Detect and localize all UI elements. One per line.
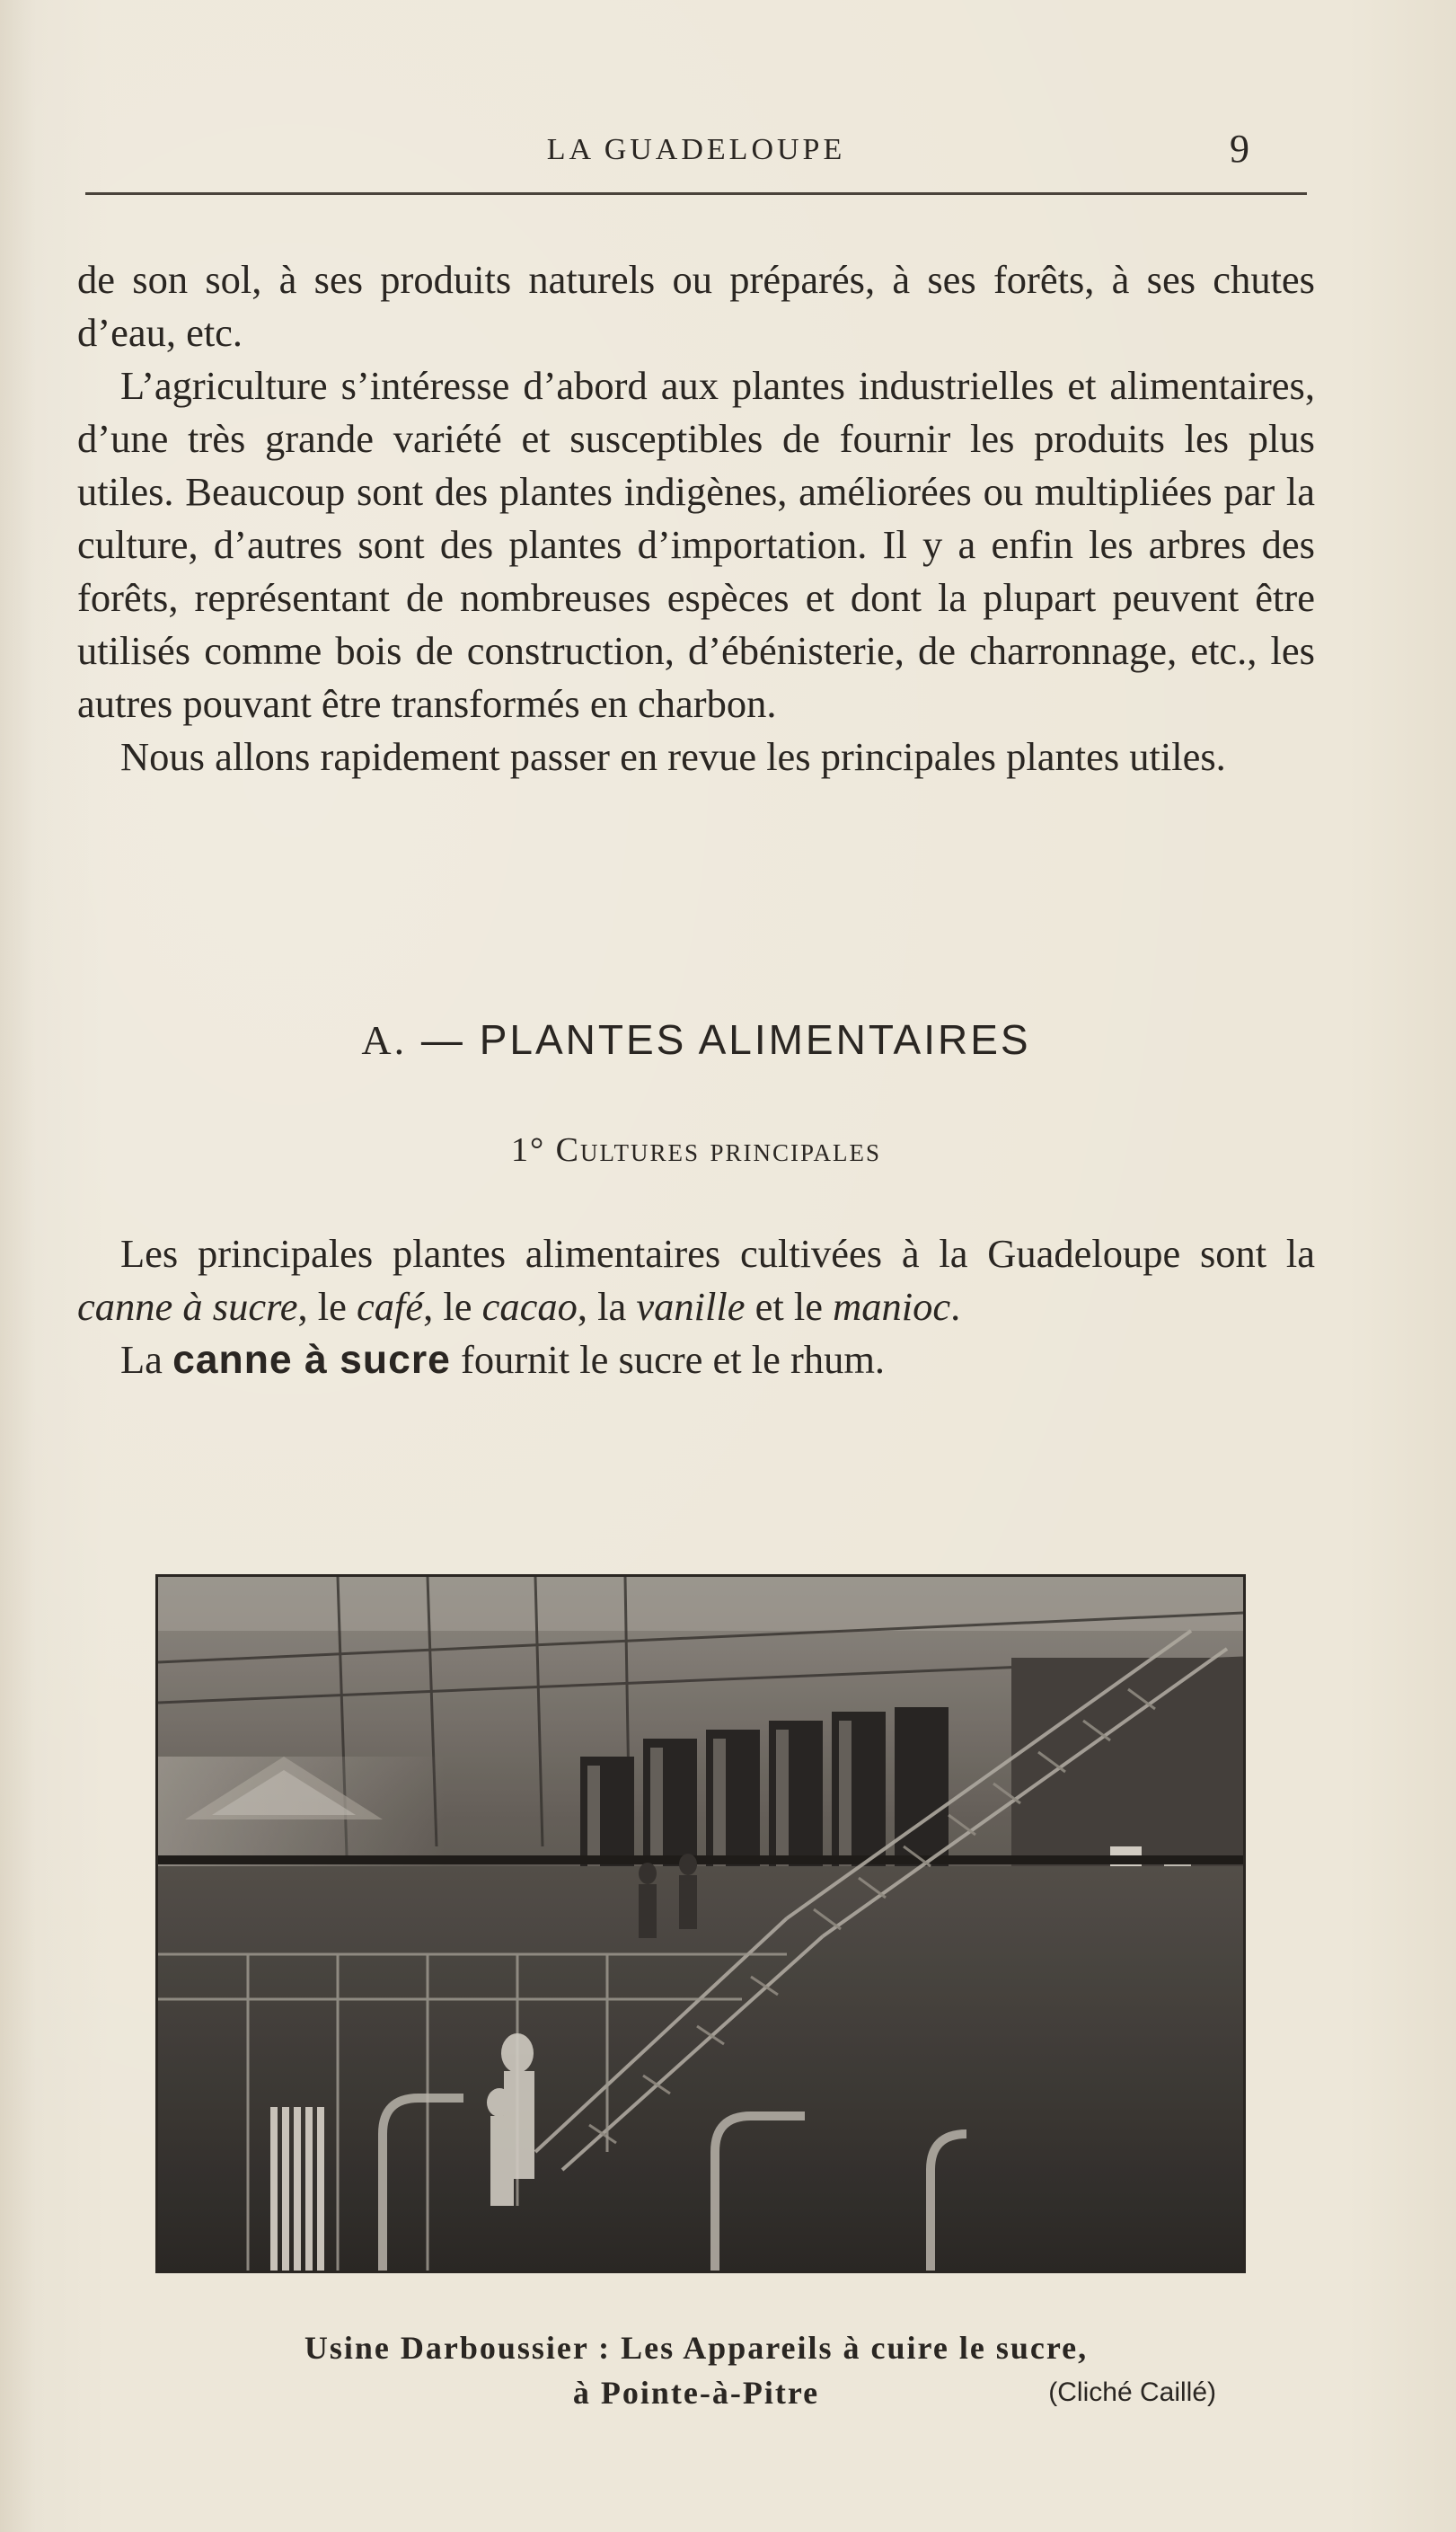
cane-rest: fournit le sucre et le rhum.: [450, 1337, 886, 1382]
paragraph-1: de son sol, à ses produits naturels ou préparés, à ses forêts, à ses chutes d’eau, etc.: [77, 257, 1315, 355]
body-text: [77, 253, 1315, 784]
crops-end: .: [950, 1284, 961, 1329]
crops-sep-1: , le: [297, 1284, 357, 1329]
photo-credit: (Cliché Caillé): [1048, 2377, 1216, 2407]
crop-manioc: manioc: [833, 1284, 951, 1329]
caption-place: à Pointe-à-Pitre: [572, 2375, 820, 2411]
paragraph-3: Nous allons rapidement passer en revue les principales plantes utiles.: [120, 734, 1226, 779]
running-title: LA GUADELOUPE: [546, 133, 846, 166]
section-title: PLANTES ALIMENTAIRES: [479, 1016, 1031, 1063]
factory-photograph: [155, 1574, 1246, 2273]
paragraph-2: L’agriculture s’intéresse d’abord aux plantes industrielles et alimentaires, d’une très grande variété et susceptibles de fournir les produits les plus utiles. Beaucoup sont des plantes indigènes, améliorées ou multipliées par la culture, d’autres sont des plantes d’importation. Il y a enfin les arbres des forêts, représentant de nombreuses espèces et dont la plupart peuvent être utilisés comme bois de construction, d’ébénisterie, de charronnage, etc., les autres pouvant être transformés en charbon.: [77, 363, 1315, 726]
subsection-heading: 1° Cultures principales: [510, 1131, 882, 1169]
crop-canne: canne à sucre: [77, 1284, 298, 1329]
paragraph-cane: [77, 1333, 1315, 1386]
paragraph-crops: [77, 1227, 1315, 1333]
body-text-crops: [77, 1227, 1315, 1386]
header-rule: [85, 192, 1307, 195]
section-dash: —: [407, 1016, 480, 1063]
page-number: 9: [1230, 127, 1249, 171]
crop-cacao: cacao: [481, 1284, 578, 1329]
caption-line-2: [77, 2370, 1315, 2415]
caption-line-1: Usine Darboussier : Les Appareils à cuire le sucre,: [304, 2330, 1089, 2366]
cane-lead: La: [120, 1337, 173, 1382]
section-heading: [77, 1015, 1315, 1064]
factory-photo-illustration: [158, 1577, 1243, 2271]
crops-sep-2: , le: [423, 1284, 482, 1329]
running-head: [85, 126, 1307, 171]
figure-caption: [77, 2325, 1315, 2415]
crops-sep-4: et le: [745, 1284, 834, 1329]
crop-vanille: vanille: [636, 1284, 746, 1329]
section-letter: A.: [361, 1017, 408, 1063]
crops-intro: Les principales plantes alimentaires cultivées à la Guadeloupe sont la: [120, 1231, 1315, 1276]
crops-sep-3: , la: [577, 1284, 637, 1329]
crop-cafe: café: [357, 1284, 424, 1329]
cane-bold: canne à sucre: [172, 1338, 451, 1382]
